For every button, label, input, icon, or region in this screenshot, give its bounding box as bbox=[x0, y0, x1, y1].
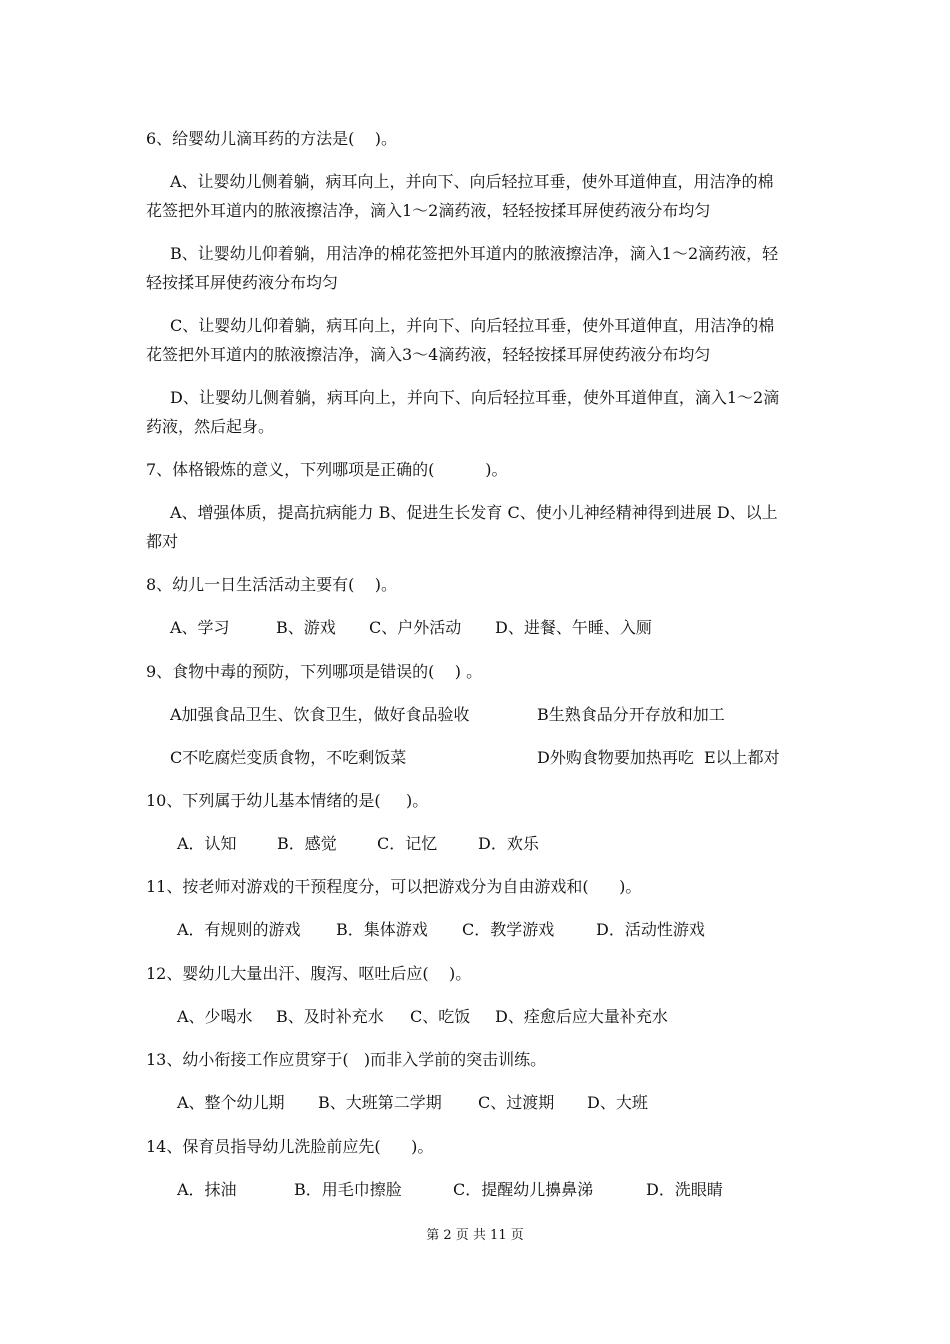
question-9-option-b: B生熟食品分开存放和加工 bbox=[537, 705, 725, 724]
question-6-option-d-line2: 药液，然后起身。 bbox=[146, 417, 275, 436]
question-9-option-a: A加强食品卫生、饮食卫生，做好食品验收 bbox=[170, 705, 470, 724]
question-14-stem: 14、保育员指导幼儿洗脸前应先( )。 bbox=[146, 1137, 434, 1156]
question-10-option-a: A．认知 bbox=[177, 834, 237, 853]
question-12-option-d: D、痊愈后应大量补充水 bbox=[495, 1007, 668, 1026]
question-12-option-a: A、少喝水 bbox=[177, 1007, 253, 1026]
question-10-option-c: C．记忆 bbox=[377, 834, 438, 853]
question-12-stem: 12、婴幼儿大量出汗、腹泻、呕吐后应( )。 bbox=[146, 964, 472, 983]
question-6-option-c-line2: 花签把外耳道内的脓液擦洁净，滴入3～4滴药液，轻轻按揉耳屏使药液分布均匀 bbox=[146, 345, 711, 364]
question-8-option-b: B、游戏 bbox=[276, 618, 336, 637]
question-11-option-b: B．集体游戏 bbox=[336, 920, 428, 939]
question-14-option-b: B．用毛巾擦脸 bbox=[294, 1180, 402, 1199]
question-8-stem: 8、幼儿一日生活活动主要有( )。 bbox=[146, 575, 398, 594]
question-10-stem: 10、下列属于幼儿基本情绪的是( )。 bbox=[146, 791, 429, 810]
question-10-option-b: B．感觉 bbox=[277, 834, 337, 853]
question-9-option-d-e: D外购食物要加热再吃 E以上都对 bbox=[537, 748, 780, 767]
question-6-option-d-line1: D、让婴幼儿侧着躺，病耳向上，并向下、向后轻拉耳垂，使外耳道伸直，滴入1～2滴 bbox=[170, 388, 780, 407]
question-11-option-a: A．有规则的游戏 bbox=[177, 920, 301, 939]
question-9-stem: 9、食物中毒的预防，下列哪项是错误的( ) 。 bbox=[146, 662, 483, 681]
question-13-option-a: A、整个幼儿期 bbox=[177, 1093, 285, 1112]
question-7-options-line2: 都对 bbox=[146, 532, 179, 551]
question-7-stem: 7、体格锻炼的意义，下列哪项是正确的( )。 bbox=[146, 460, 508, 479]
page-footer: 第 2 页 共 11 页 bbox=[426, 1228, 524, 1243]
question-13-option-b: B、大班第二学期 bbox=[318, 1093, 442, 1112]
question-12-option-c: C、吃饭 bbox=[410, 1007, 471, 1026]
question-7-options-line1: A、增强体质，提高抗病能力 B、促进生长发育 C、使小儿神经精神得到进展 D、以上 bbox=[170, 503, 778, 522]
question-6-option-b-line2: 轻按揉耳屏使药液分布均匀 bbox=[146, 273, 339, 292]
question-14-option-d: D．洗眼睛 bbox=[646, 1180, 723, 1199]
question-6-option-b-line1: B、让婴幼儿仰着躺，用洁净的棉花签把外耳道内的脓液擦洁净，滴入1～2滴药液，轻 bbox=[170, 244, 779, 263]
question-9-option-c: C不吃腐烂变质食物，不吃剩饭菜 bbox=[170, 748, 407, 767]
question-10-option-d: D．欢乐 bbox=[478, 834, 539, 853]
question-11-stem: 11、按老师对游戏的干预程度分，可以把游戏分为自由游戏和( )。 bbox=[146, 877, 642, 896]
question-13-stem: 13、幼小衔接工作应贯穿于( )而非入学前的突击训练。 bbox=[146, 1050, 547, 1069]
question-8-option-a: A、学习 bbox=[170, 618, 230, 637]
question-8-option-d: D、进餐、午睡、入厕 bbox=[495, 618, 652, 637]
question-6-option-a-line1: A、让婴幼儿侧着躺，病耳向上，并向下、向后轻拉耳垂，使外耳道伸直，用洁净的棉 bbox=[170, 172, 774, 191]
question-6-option-c-line1: C、让婴幼儿仰着躺，病耳向上，并向下、向后轻拉耳垂，使外耳道伸直，用洁净的棉 bbox=[170, 316, 775, 335]
question-14-option-a: A．抹油 bbox=[177, 1180, 237, 1199]
question-12-option-b: B、及时补充水 bbox=[276, 1007, 384, 1026]
question-11-option-c: C．教学游戏 bbox=[462, 920, 555, 939]
question-13-option-c: C、过渡期 bbox=[478, 1093, 555, 1112]
question-6-stem: 6、给婴幼儿滴耳药的方法是( )。 bbox=[146, 129, 398, 148]
question-11-option-d: D．活动性游戏 bbox=[596, 920, 705, 939]
question-13-option-d: D、大班 bbox=[587, 1093, 648, 1112]
question-6-option-a-line2: 花签把外耳道内的脓液擦洁净，滴入1～2滴药液，轻轻按揉耳屏使药液分布均匀 bbox=[146, 201, 711, 220]
question-14-option-c: C．提醒幼儿擤鼻涕 bbox=[453, 1180, 594, 1199]
question-8-option-c: C、户外活动 bbox=[369, 618, 462, 637]
